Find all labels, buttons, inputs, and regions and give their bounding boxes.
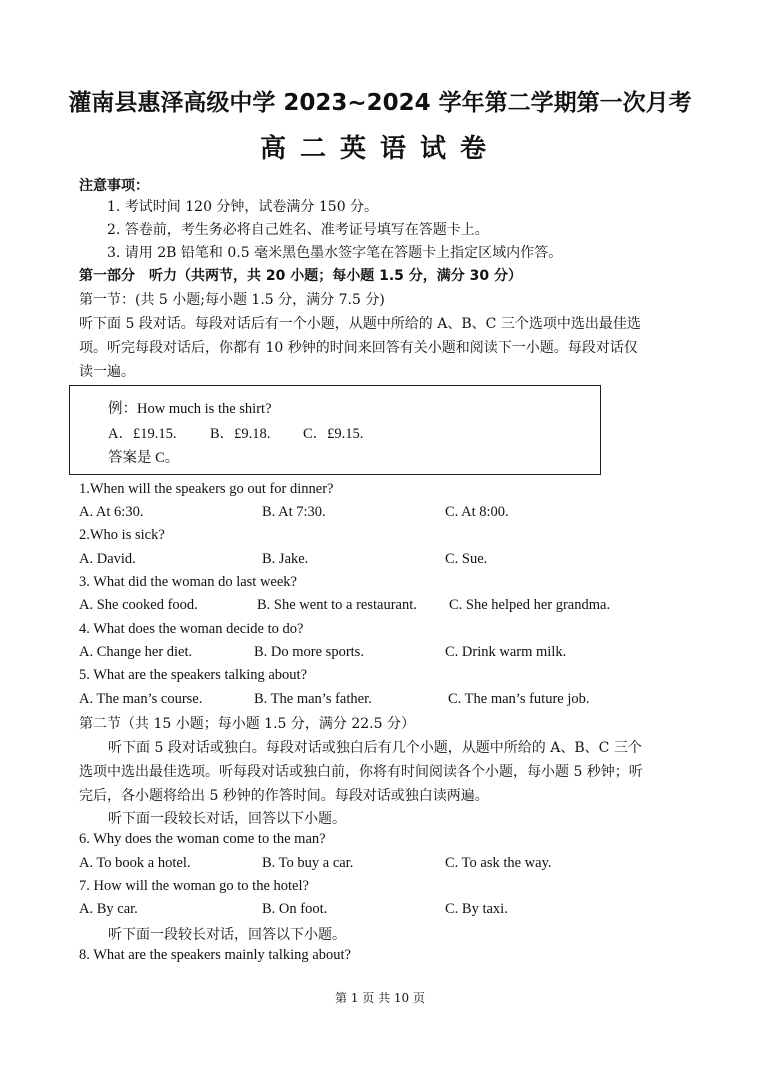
question-text: 8. What are the speakers mainly talking about? xyxy=(79,947,351,963)
example-option: B．£9.18. xyxy=(210,426,271,442)
notice-item: 2. 答卷前，考生务必将自己姓名、准考证号填写在答题卡上。 xyxy=(107,222,489,238)
option-b: B. The man’s father. xyxy=(254,691,372,707)
example-option: A．£19.15. xyxy=(108,426,177,442)
option-b: B. Do more sports. xyxy=(254,644,364,660)
option-b: B. She went to a restaurant. xyxy=(257,597,417,613)
section2-instruction: 完后，各小题将给出 5 秒钟的作答时间。每段对话或独白读两遍。 xyxy=(79,788,489,804)
exam-title: 灌南县惠泽高级中学 2023~2024 学年第二学期第一次月考 xyxy=(68,90,692,116)
section1-instruction: 听下面 5 段对话。每段对话后有一个小题，从题中所给的 A、B、C 三个选项中选出最佳选 xyxy=(79,316,641,332)
page-number: 第 1 页 共 10 页 xyxy=(335,991,425,1005)
question-text: 1.When will the speakers go out for dinner? xyxy=(79,481,334,497)
option-a: A. At 6:30. xyxy=(79,504,144,520)
question-text: 3. What did the woman do last week? xyxy=(79,574,297,590)
question-text: 7. How will the woman go to the hotel? xyxy=(79,878,309,894)
notice-item: 1. 考试时间 120 分钟，试卷满分 150 分。 xyxy=(107,199,379,215)
part1-heading: 第一部分 听力（共两节，共 20 小题；每小题 1.5 分，满分 30 分） xyxy=(79,268,523,284)
question-text: 6. Why does the woman come to the man? xyxy=(79,831,326,847)
option-c: C. Drink warm milk. xyxy=(445,644,567,660)
question-text: 2.Who is sick? xyxy=(79,527,165,543)
dialogue-lead: 听下面一段较长对话，回答以下小题。 xyxy=(108,811,346,827)
section2-heading: 第二节（共 15 小题；每小题 1.5 分，满分 22.5 分） xyxy=(79,716,415,732)
example-question: 例：How much is the shirt? xyxy=(108,401,272,417)
option-c: C. Sue. xyxy=(445,551,488,567)
notice-item: 3. 请用 2B 铅笔和 0.5 毫米黑色墨水签字笔在答题卡上指定区域内作答。 xyxy=(107,245,563,261)
option-b: B. To buy a car. xyxy=(262,855,354,871)
option-c: C. The man’s future job. xyxy=(448,691,590,707)
option-a: A. By car. xyxy=(79,901,138,917)
option-c: C. She helped her grandma. xyxy=(449,597,611,613)
option-c: C. To ask the way. xyxy=(445,855,552,871)
option-a: A. She cooked food. xyxy=(79,597,198,613)
option-a: A. To book a hotel. xyxy=(79,855,191,871)
option-c: C. By taxi. xyxy=(445,901,508,917)
section1-instruction: 读一遍。 xyxy=(79,364,135,380)
dialogue-lead: 听下面一段较长对话，回答以下小题。 xyxy=(108,927,346,943)
example-option: C．£9.15. xyxy=(303,426,364,442)
option-b: B. On foot. xyxy=(262,901,328,917)
exam-subtitle: 高二英语试卷 xyxy=(259,134,500,164)
option-a: A. The man’s course. xyxy=(79,691,203,707)
section1-heading: 第一节：(共 5 小题;每小题 1.5 分，满分 7.5 分) xyxy=(79,292,385,308)
example-answer: 答案是 C。 xyxy=(108,450,180,466)
option-b: B. Jake. xyxy=(262,551,309,567)
question-text: 4. What does the woman decide to do? xyxy=(79,621,304,637)
section2-instruction: 听下面 5 段对话或独白。每段对话或独白后有几个小题，从题中所给的 A、B、C 三个 xyxy=(108,740,642,756)
section2-instruction: 选项中选出最佳选项。听每段对话或独白前，你将有时间阅读各个小题，每小题 5 秒钟；听 xyxy=(79,764,643,780)
notice-heading: 注意事项： xyxy=(79,178,149,194)
option-b: B. At 7:30. xyxy=(262,504,326,520)
option-c: C. At 8:00. xyxy=(445,504,509,520)
option-a: A. David. xyxy=(79,551,136,567)
question-text: 5. What are the speakers talking about? xyxy=(79,667,308,683)
section1-instruction: 项。听完每段对话后，你都有 10 秒钟的时间来回答有关小题和阅读下一小题。每段对话仅 xyxy=(79,340,638,356)
option-a: A. Change her diet. xyxy=(79,644,193,660)
